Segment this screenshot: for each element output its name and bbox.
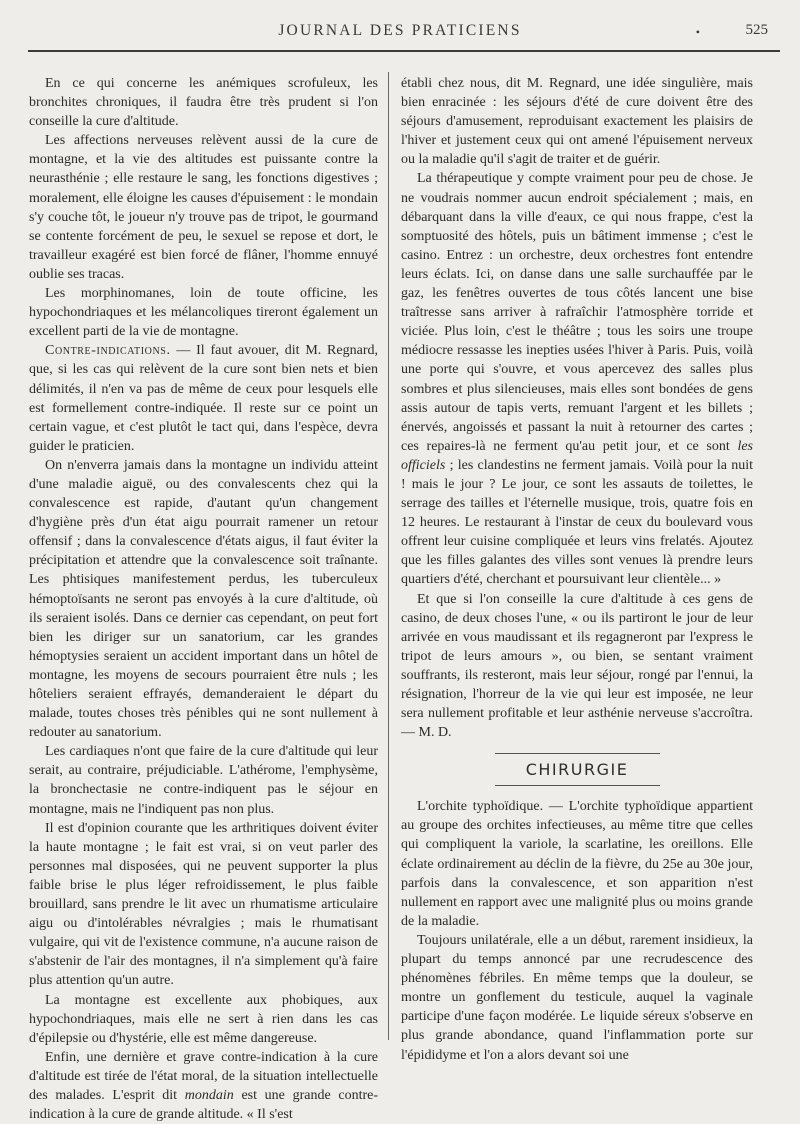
paragraph-text: est une grande contre-indication à la cure de grande altitude. « Il s'est (29, 1087, 378, 1123)
paragraph (401, 797, 753, 931)
paragraph-text: — L'orchite typhoïdique appartient au groupe des orchites infectieuses, au même titre que celles qui compliquent la variole, la scarlatine, les oreillons. Elle éclate ordinairement au déclin de la fièvre, du 25e au 30e jour, parfois dans la convalescence, et son apparition n'est nullement en rapport avec une malignité plus ou moins grande de la maladie. (401, 799, 753, 929)
paragraph: Les cardiaques n'ont que faire de la cure d'altitude qui leur serait, au contraire, préjudiciable. L'athérome, l'emphysème, la bronchectasie ne contre-indiquent pas le séjour en montagne, mais ne l'indiquent pas non plus. (29, 744, 378, 817)
article-title: L'orchite typhoïdique. (417, 799, 544, 815)
paragraph-text: Enfin, une dernière et grave contre-indication à la cure d'altitude est tirée de l'état moral, de la situation intellectuelle des malades. L'esprit dit (29, 1049, 378, 1103)
section-rule-bottom (495, 785, 660, 786)
journal-title: JOURNAL DES PRATICIENS (278, 22, 522, 39)
left-column (29, 74, 378, 1124)
section-heading: CHIRURGIE (525, 760, 629, 780)
paragraph: Et que si l'on conseille la cure d'altitude à ces gens de casino, de deux choses l'une, « ou ils partiront le jour de leur arrivée en vous maudissant et ils regagneront par l'express le tripot de leurs amours », ou bien, se sentant vraiment souffrants, ils resteront, mais leur séjour, rongé par l'ennui, la résignation, l'horreur de la vie qui leur est imposée, ne leur sera nullement profitable et leur asthénie nerveuse s'accroîtra. — M. D. (401, 591, 753, 741)
column-divider (388, 72, 389, 1040)
paragraph: établi chez nous, dit M. Regnard, une idée singulière, mais bien enracinée : les séjours d'été de cure doivent être des séjours d'amusement, reproduisant exactement les plaisirs de l'hiver et justement ceux qui ont amené l'épuisement nerveux ou la maladie qu'il s'agit de traiter et de guérir. (401, 76, 753, 168)
paragraph-text: — Il faut avouer, dit M. Regnard, que, si les cas qui relèvent de la cure sont bien nets et bien délimités, il n'en va pas de même de ceux pour lesquels elle est formellement contre-indiquée. Il reste sur ce point un certain vague, et c'est plutôt le tact qui, dans l'espèce, devra guider le praticien. (29, 343, 378, 454)
section-rule-top (495, 753, 660, 754)
paragraph (29, 1048, 378, 1124)
header-rule (28, 50, 780, 52)
paragraph: On n'enverra jamais dans la montagne un individu atteint d'une maladie aiguë, ou des convalescents chez qui la convalescence est rapide, d'autant qu'un changement d'hygiène près d'un état aigu pourrait ramener un retour offensif ; dans la convalescence d'états aigus, il faut éviter la précipitation et attendre que la convalescence soit traînante. Les phtisiques manifestement perdus, les tuberculeux hémoptoïsants ne seront pas envoyés à la cure d'altitude, où ils seraient isolés. Dans ce dernier cas cependant, on peut fort bien les diriger sur un sanatorium, car les grandes hémoptysies seraient un accident important dans un hôtel de montagne, les moyens de secours pourraient être nuls ; les hôteliers seraient effrayés, demanderaient le départ du malade, toutes choses très pénibles qui ne sont nullement à redouter au sanatorium. (29, 457, 378, 741)
running-head (20, 22, 780, 44)
paragraph-text: ; les clandestins ne ferment jamais. Voilà pour la nuit ! mais le jour ? Le jour, ce sont les assauts de toilettes, le serrage des tailles et l'éternelle musique, trois, quatre fois en 12 heures. Le restaurant à l'instar de ceux du boulevard vous offrent leur cuisine compliquée et leurs vins frelatés. Ajoutez que les filles galantes des villes sont venues là prendre leurs quartiers d'été, cherchant et poursuivant leur clientèle... » (401, 457, 753, 588)
paragraph (401, 169, 753, 589)
page-number: 525 (745, 22, 768, 38)
italic-term: mondain (184, 1087, 234, 1103)
paragraph: Toujours unilatérale, elle a un début, rarement insidieux, la plupart du temps annoncé par une recrudescence des phénomènes fébriles. En même temps que la douleur, se montre un gonflement du testicule, auquel la vaginale participe d'une façon modérée. Le liquide séreux s'observe en plus grande abondance, quand l'inflammation porte sur l'épididyme et l'on a alors devant soi une (401, 932, 753, 1063)
paragraph: Les morphinomanes, loin de toute officine, les hypochondriaques et les mélancoliques tireront également un excellent parti de la vie de montagne. (29, 286, 378, 340)
paragraph: En ce qui concerne les anémiques scrofuleux, les bronchites chroniques, il faudra être très prudent si l'on conseille la cure d'altitude. (29, 76, 378, 130)
paragraph: Les affections nerveuses relèvent aussi de la cure de montagne, et la vie des altitudes est puissante contre la neurasthénie ; elle restaure le sang, les fonctions digestives ; moralement, elle éloigne les causes d'épuisement : le mondain s'y couche tôt, le joueur n'y trouve pas de tripot, le gourmand se contente forcément de peu, le sexuel se repose et dort, le travailleur exagéré est bien forcé de flâner, l'homme ennuyé oublie ses tracas. (29, 133, 378, 282)
paragraph (29, 341, 378, 456)
header-bullet: • (695, 25, 700, 39)
paragraph-text: La thérapeutique y compte vraiment pour peu de chose. Je ne voudrais nommer aucun endroit spécialement ; mais, en débarquant dans la ville d'eaux, ce qui nous frappe, c'est la somptuosité des hôtels, puis un bâtiment immense ; c'est le casino. Entrez : un orchestre, deux orchestres font entendre leurs éclats. Ici, on danse dans une salle surchauffée par le gaz, les fenêtres ouvertes de tous côtés lancent une bise traîtresse sans arriver à rafraîchir l'atmosphère torride et viciée. Plus loin, c'est le théâtre ; tous les soirs une troupe médiocre ressasse les inepties usées l'hiver à Paris. Puis, voilà une porte qui s'ouvre, et vous apercevez des salles plus sombres et plus silencieuses, mais elles sont bondées de gens assis autour de tapis verts, remuant l'argent et les billets ; énervés, angoissés et passant la nuit à retourner des cartes ; ces repaires-là ne ferment qu'au petit jour, et ce sont (401, 171, 753, 454)
italic-term: les officiels (401, 438, 753, 473)
right-column (401, 74, 753, 1065)
paragraph: Il est d'opinion courante que les arthritiques doivent éviter la haute montagne ; le fait est vrai, si on veut parler des personnes mal disposées, qui ne peuvent supporter la plus faible brise le plus léger refroidissement, le plus faible brouillard, sans prendre le lit avec un rhumatisme articulaire aigu ou d'intolérables névralgies ; mais le rhumatisant vulgaire, qui vit de l'existence commune, n'a aucune raison de s'abstenir de l'air des montagnes, il n'a simplement qu'à faire plus attention qu'un autre. (29, 820, 378, 989)
section-heading-block (401, 751, 753, 793)
contre-indications-heading: Contre-indications. (45, 343, 171, 359)
paragraph: La montagne est excellente aux phobiques, aux hypochondriaques, mais elle ne sert à rien dans les cas d'épilepsie ou d'hystérie, elle est même dangereuse. (29, 992, 378, 1046)
